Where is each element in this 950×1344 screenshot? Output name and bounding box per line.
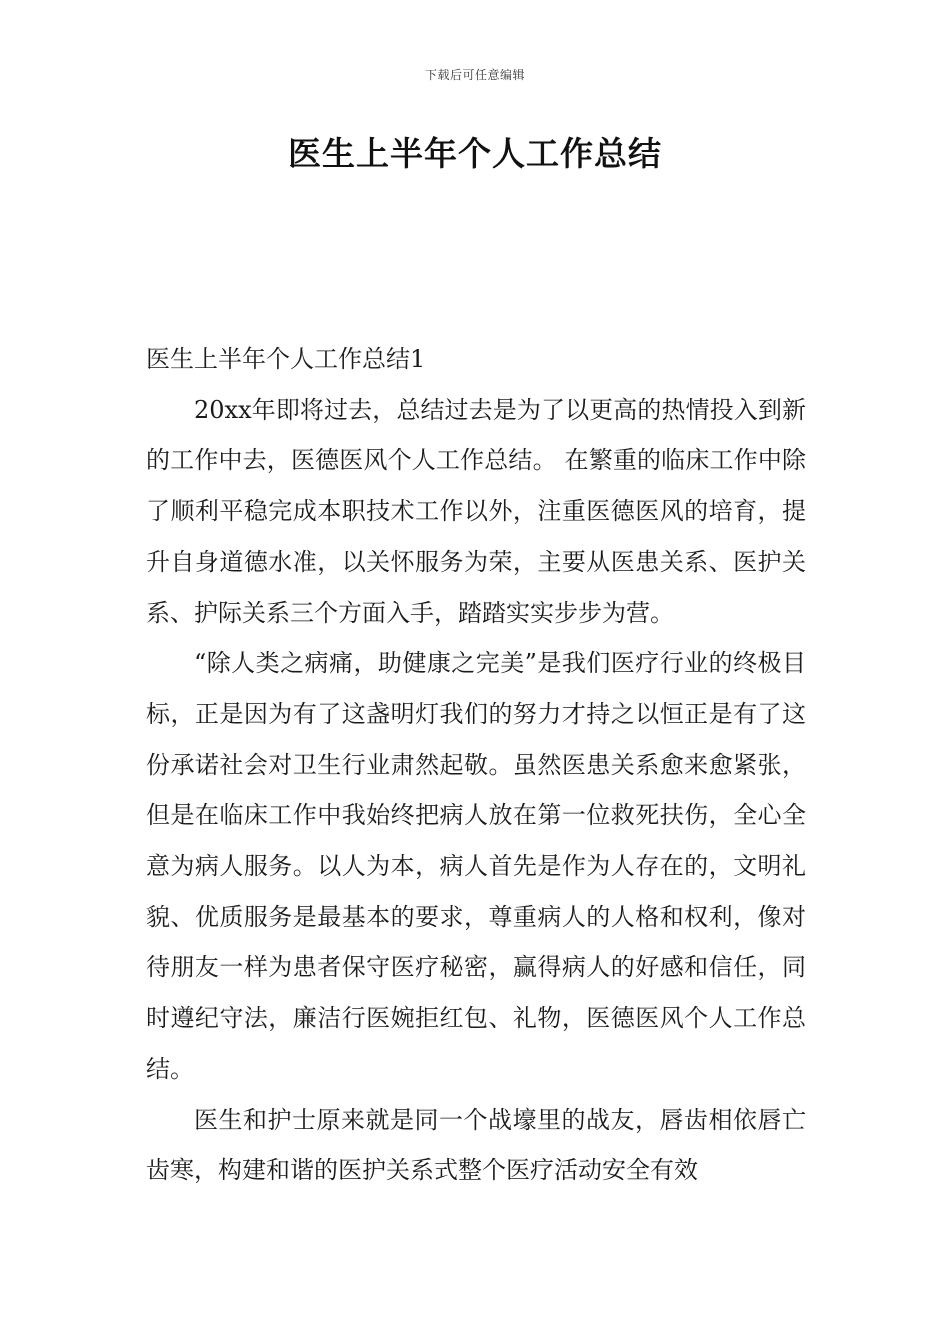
paragraph-3: 医生和护士原来就是同一个战壕里的战友，唇齿相依唇亡齿寒，构建和谐的医护关系式整个医疗活动安全有效 xyxy=(146,1105,806,1185)
document-body xyxy=(146,334,806,1196)
page-header-note: 下载后可任意编辑 xyxy=(424,68,525,82)
document-title: 医生上半年个人工作总结 xyxy=(288,134,662,173)
paragraph-2: “除人类之病痛，助健康之完美”是我们医疗行业的终极目标，正是因为有了这盏明灯我们的努力才持之以恒正是有了这份承诺社会对卫生行业肃然起敬。虽然医患关系愈来愈紧张，但是在临床工作中我始终把病人放在第一位救死扶伤，全心全意为病人服务。以人为本，病人首先是作为人存在的，文明礼貌、优质服务是最基本的要求，尊重病人的人格和权利，像对待朋友一样为患者保守医疗秘密，赢得病人的好感和信任，同时遵纪守法，廉洁行医婉拒红包、礼物，医德医风个人工作总结。 xyxy=(146,649,806,1083)
section-heading: 医生上半年个人工作总结1 xyxy=(146,345,426,373)
paragraph-1: 20xx年即将过去，总结过去是为了以更高的热情投入到新的工作中去，医德医风个人工作总结。 在繁重的临床工作中除了顺利平稳完成本职技术工作以外，注重医德医风的培育，提升自身道德水准，以关怀服务为荣，主要从医患关系、医护关系、护际关系三个方面入手，踏踏实实步步为营。 xyxy=(146,395,806,627)
